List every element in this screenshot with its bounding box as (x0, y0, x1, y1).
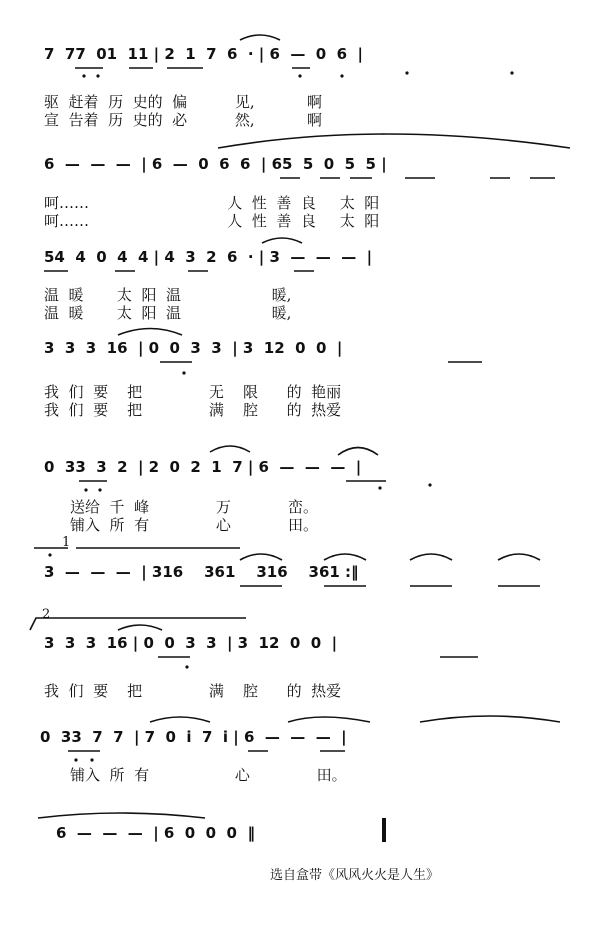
lyric-line-3a: 温 暖 太 阳 温 暖, (44, 286, 292, 304)
notation-line-6: 3 — — — | 316 361 316 361 :‖ (44, 563, 359, 581)
lyric-line-7a: 我 们 要 把 满 腔 的 热爱 (44, 682, 342, 700)
notation-line-5: 0 33 3 2 | 2 0 2 1 7 | 6 — — — | (44, 458, 362, 476)
volta-2-label: 2 (42, 607, 51, 622)
notation-line-8: 0 33 7 7 | 7 0 i 7 i | 6 — — — | (40, 728, 347, 746)
notation-line-1: 7 77 01 11 | 2 1 7 6 · | 6 — 0 6 | (44, 45, 364, 63)
notation-line-9: 6 — — — | 6 0 0 0 ‖ (56, 824, 255, 842)
lyric-line-8a: 铺入 所 有 心 田。 (70, 766, 347, 784)
lyric-line-4a: 我 们 要 把 无 限 的 艳丽 (44, 383, 342, 401)
notation-line-4: 3 3 3 16 | 0 0 3 3 | 3 12 0 0 | (44, 339, 343, 357)
lyric-line-1b: 宣 告着 历 史的 必 然, 啊 (44, 111, 323, 129)
lyric-line-5b: 铺入 所 有 心 田。 (70, 516, 319, 534)
notation-line-2: 6 — — — | 6 — 0 6 6 | 65 5 0 5 5 | (44, 155, 387, 173)
lyric-line-1a: 驱 赶着 历 史的 偏 见, 啊 (44, 93, 323, 111)
volta-1-label: 1 (62, 535, 71, 550)
lyric-line-5a: 送给 千 峰 万 峦。 (70, 498, 319, 516)
notation-line-3: 54 4 0 4 4 | 4 3 2 6 · | 3 — — — | (44, 248, 373, 266)
source-credit: 选自盒带《风风火火是人生》 (270, 868, 440, 883)
lyric-line-2b: 呵…… 人 性 善 良 太 阳 (44, 212, 380, 230)
lyric-line-3b: 温 暖 太 阳 温 暖, (44, 304, 292, 322)
lyric-line-4b: 我 们 要 把 满 腔 的 热爱 (44, 401, 342, 419)
lyric-line-2a: 呵…… 人 性 善 良 太 阳 (44, 194, 380, 212)
notation-line-7: 3 3 3 16 | 0 0 3 3 | 3 12 0 0 | (44, 634, 338, 652)
